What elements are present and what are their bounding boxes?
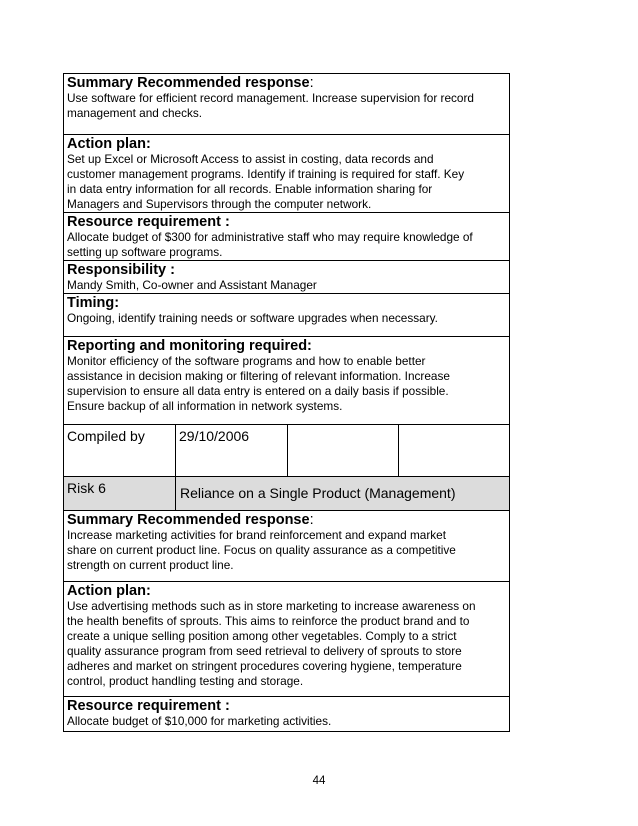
resource-cell [64, 213, 510, 261]
resource-cell [64, 697, 510, 732]
reporting-cell [64, 337, 510, 425]
risk-name-cell [176, 477, 510, 511]
risk-row [64, 477, 510, 511]
summary-heading: Summary Recommended response: [67, 75, 314, 91]
responsibility-row [64, 261, 510, 294]
page-number: 44 [312, 775, 326, 787]
resource-row-1 [64, 213, 510, 261]
action-plan-body: Set up Excel or Microsoft Access to assist in costing, data records and customer management programs. Identify if training is required for staff. Key in data entry information for all records. Enable information sharing for Managers and Supervisors through the computer network. [67, 152, 465, 211]
timing-body: Ongoing, identify training needs or software upgrades when necessary. [67, 311, 438, 325]
summary-body: Use software for efficient record management. Increase supervision for record management and checks. [67, 91, 474, 120]
compiled-row [64, 425, 510, 477]
resource-heading: Resource requirement : [67, 214, 230, 230]
timing-cell [64, 294, 510, 337]
reporting-body: Monitor efficiency of the software programs and how to enable better assistance in decision making or filtering of relevant information. Increase supervision to ensure all data entry is entered on a daily basis if possible. Ensure backup of all information in network systems. [67, 354, 450, 413]
reporting-row [64, 337, 510, 425]
action-plan-row-1 [64, 135, 510, 213]
risk-name: Reliance on a Single Product (Management) [180, 485, 456, 501]
timing-heading: Timing: [67, 295, 120, 311]
resource-row-2 [64, 697, 510, 732]
summary-heading: Summary Recommended response: [67, 512, 314, 528]
resource-heading: Resource requirement : [67, 698, 230, 714]
summary-body: Increase marketing activities for brand reinforcement and expand market share on current product line. Focus on quality assurance as a competitive strength on current product line. [67, 528, 456, 572]
summary-cell [64, 74, 510, 135]
summary-row-2 [64, 511, 510, 582]
risk-management-table [63, 73, 510, 732]
summary-row-1 [64, 74, 510, 135]
reporting-heading: Reporting and monitoring required: [67, 338, 312, 354]
resource-body: Allocate budget of $10,000 for marketing activities. [67, 714, 332, 728]
responsibility-heading: Responsibility : [67, 262, 175, 278]
action-plan-cell [64, 135, 510, 213]
summary-cell [64, 511, 510, 582]
compiled-empty-cell [399, 425, 510, 477]
compiled-date: 29/10/2006 [176, 425, 288, 477]
resource-body: Allocate budget of $300 for administrative staff who may require knowledge of setting up software programs. [67, 230, 473, 259]
risk-label: Risk 6 [64, 477, 176, 511]
action-plan-heading: Action plan: [67, 583, 151, 599]
timing-row [64, 294, 510, 337]
responsibility-cell [64, 261, 510, 294]
compiled-by-label: Compiled by [64, 425, 176, 477]
responsibility-body: Mandy Smith, Co-owner and Assistant Manager [67, 278, 317, 292]
compiled-empty-cell [288, 425, 399, 477]
action-plan-row-2 [64, 582, 510, 697]
action-plan-body: Use advertising methods such as in store marketing to increase awareness on the health benefits of sprouts. This aims to reinforce the product brand and to create a unique selling position among other vegetables. Comply to a strict quality assurance program from seed retrieval to delivery of sprouts to store adheres and market on stringent procedures covering hygiene, temperature control, product handling testing and storage. [67, 599, 476, 688]
action-plan-heading: Action plan: [67, 136, 151, 152]
action-plan-cell [64, 582, 510, 697]
